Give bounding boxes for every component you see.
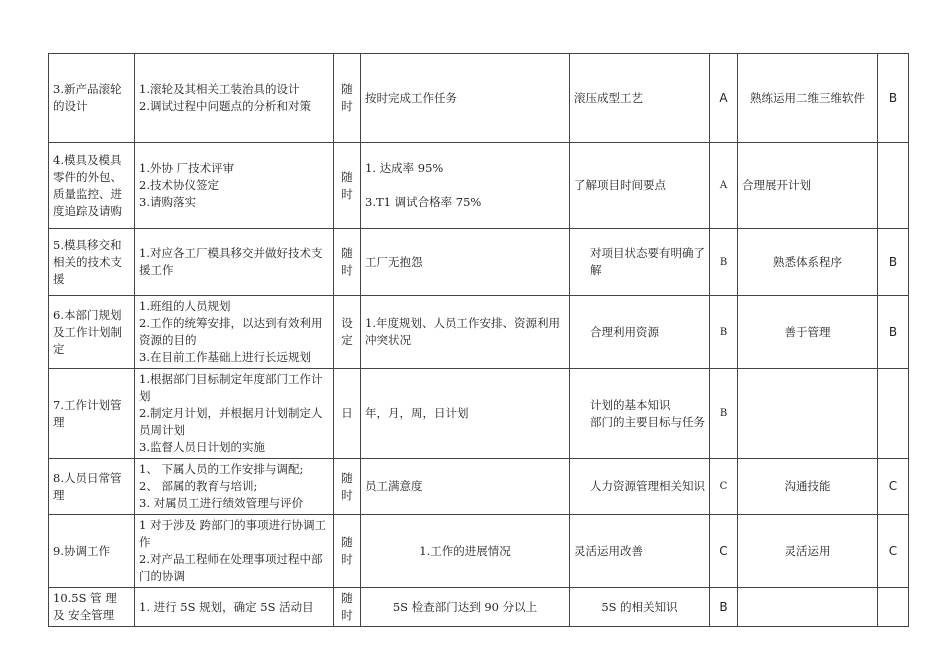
frequency-cell: 日 — [334, 369, 361, 459]
content-line: 2.对产品工程师在处理事项过程中部门的协调 — [139, 552, 323, 583]
knowledge-cell — [570, 229, 710, 296]
standard-cell — [361, 229, 570, 296]
knowledge-line: 了解项目时间要点 — [574, 178, 666, 192]
skill-cell: 熟悉体系程序 — [738, 229, 878, 296]
standard-cell — [361, 369, 570, 459]
table-row — [49, 143, 909, 229]
table-row — [49, 369, 909, 459]
standard-cell — [361, 459, 570, 515]
table-row — [49, 515, 909, 588]
skill-cell — [738, 588, 878, 627]
frequency-cell: 随时 — [334, 459, 361, 515]
knowledge-grade-cell: A — [710, 143, 738, 229]
standard-line: 1.工作的进展情况 — [419, 543, 511, 558]
standard-line: 员工满意度 — [365, 479, 423, 493]
task-cell: 7.工作计划管理 — [49, 369, 135, 459]
task-cell: 10.5S 管 理 及 安全管理 — [49, 588, 135, 627]
knowledge-cell — [570, 588, 710, 627]
standard-line: 工厂无抱怨 — [365, 254, 423, 269]
content-line: 1 对于涉及 跨部门的事项进行协调工作 — [139, 518, 327, 549]
content-line: 1.对应各工厂模具移交并做好技术支援工作 — [139, 246, 323, 277]
content-line: 2.技术协仪签定 — [139, 178, 219, 192]
knowledge-grade-cell: B — [710, 369, 738, 459]
knowledge-grade-cell: C — [710, 515, 738, 588]
skill-grade-cell — [878, 143, 909, 229]
knowledge-line: 对项目状态要有明确了解 — [590, 246, 705, 277]
content-line: 1、 下属人员的工作安排与调配; — [139, 462, 304, 476]
content-cell — [135, 296, 334, 369]
frequency-cell: 随时 — [334, 515, 361, 588]
knowledge-line: 人力资源管理相关知识 — [590, 479, 705, 493]
knowledge-cell — [570, 515, 710, 588]
knowledge-line: 灵活运用改善 — [574, 543, 643, 558]
content-cell — [135, 54, 334, 143]
skill-cell: 合理展开计划 — [738, 143, 878, 229]
content-line: 1.根据部门目标制定年度部门工作计划 — [139, 372, 323, 403]
standard-line: 年，月，周，日计划 — [365, 406, 469, 420]
content-line: 3.在目前工作基础上进行长远规划 — [139, 350, 311, 364]
table-row — [49, 229, 909, 296]
skill-cell: 熟练运用二维三维软件 — [738, 54, 878, 143]
standard-cell — [361, 143, 570, 229]
content-line: 2.调试过程中问题点的分析和对策 — [139, 99, 311, 113]
knowledge-line: 合理利用资源 — [590, 324, 659, 339]
content-line: 3.请购落实 — [139, 195, 196, 209]
skill-grade-cell — [878, 369, 909, 459]
knowledge-grade-cell: B — [710, 296, 738, 369]
content-line: 1.班组的人员规划 — [139, 299, 231, 313]
knowledge-grade-cell: A — [710, 54, 738, 143]
task-cell: 9.协调工作 — [49, 515, 135, 588]
standard-cell — [361, 588, 570, 627]
knowledge-line: 部门的主要目标与任务 — [590, 414, 705, 429]
skill-grade-cell: B — [878, 296, 909, 369]
table-row — [49, 588, 909, 627]
frequency-cell: 随时 — [334, 54, 361, 143]
content-cell — [135, 229, 334, 296]
standard-line: 5S 检查部门达到 90 分以上 — [392, 599, 538, 614]
knowledge-line: 计划的基本知识 — [590, 397, 671, 412]
knowledge-line: 滚压成型工艺 — [574, 90, 643, 105]
content-cell — [135, 459, 334, 515]
knowledge-cell — [570, 143, 710, 229]
standard-cell — [361, 54, 570, 143]
content-line: 1.外协 厂技术评审 — [139, 161, 235, 175]
task-cell: 3.新产品滚轮的设计 — [49, 54, 135, 143]
knowledge-grade-cell: C — [710, 459, 738, 515]
standard-cell — [361, 515, 570, 588]
job-responsibility-table — [48, 53, 909, 627]
content-line: 1.滚轮及其相关工装治具的设计 — [139, 82, 300, 96]
standard-line: 3.T1 调试合格率 75% — [365, 195, 482, 209]
knowledge-cell — [570, 54, 710, 143]
task-cell: 6.本部门规划及工作计划制定 — [49, 296, 135, 369]
content-line: 3. 对属员工进行绩效管理与评价 — [139, 496, 304, 510]
standard-line: 按时完成工作任务 — [365, 90, 457, 105]
skill-cell: 沟通技能 — [738, 459, 878, 515]
task-cell: 8.人员日常管理 — [49, 459, 135, 515]
task-cell: 4.模具及模具零件的外包、质量监控、进度追踪及请购 — [49, 143, 135, 229]
frequency-cell: 随时 — [334, 143, 361, 229]
content-line: 3.监督人员日计划的实施 — [139, 440, 265, 454]
skill-grade-cell: B — [878, 229, 909, 296]
table-row — [49, 459, 909, 515]
content-cell — [135, 588, 334, 627]
knowledge-cell — [570, 369, 710, 459]
standard-line: 1. 达成率 95% — [365, 161, 444, 175]
content-line: 2、 部属的教育与培训; — [139, 479, 258, 493]
skill-cell: 灵活运用 — [738, 515, 878, 588]
table-row — [49, 296, 909, 369]
skill-grade-cell: B — [878, 54, 909, 143]
table-row — [49, 54, 909, 143]
standard-line: 1.年度规划、人员工作安排、资源利用冲突状况 — [365, 316, 560, 347]
frequency-cell: 随时 — [334, 229, 361, 296]
standard-cell — [361, 296, 570, 369]
knowledge-line: 5S 的相关知识 — [601, 599, 678, 614]
content-line: 2.制定月计划，并根据月计划制定人员周计划 — [139, 406, 323, 437]
content-cell — [135, 143, 334, 229]
knowledge-cell — [570, 296, 710, 369]
skill-cell — [738, 369, 878, 459]
content-line: 2.工作的统筹安排，以达到有效利用资源的目的 — [139, 316, 323, 347]
knowledge-grade-cell: B — [710, 588, 738, 627]
skill-grade-cell: C — [878, 459, 909, 515]
knowledge-grade-cell: B — [710, 229, 738, 296]
skill-grade-cell: C — [878, 515, 909, 588]
content-line: 1. 进行 5S 规划，确定 5S 活动目 — [139, 599, 314, 614]
task-cell: 5.模具移交和相关的技术支援 — [49, 229, 135, 296]
content-cell — [135, 369, 334, 459]
frequency-cell: 设定 — [334, 296, 361, 369]
content-cell — [135, 515, 334, 588]
knowledge-cell — [570, 459, 710, 515]
frequency-cell: 随时 — [334, 588, 361, 627]
skill-cell: 善于管理 — [738, 296, 878, 369]
skill-grade-cell — [878, 588, 909, 627]
